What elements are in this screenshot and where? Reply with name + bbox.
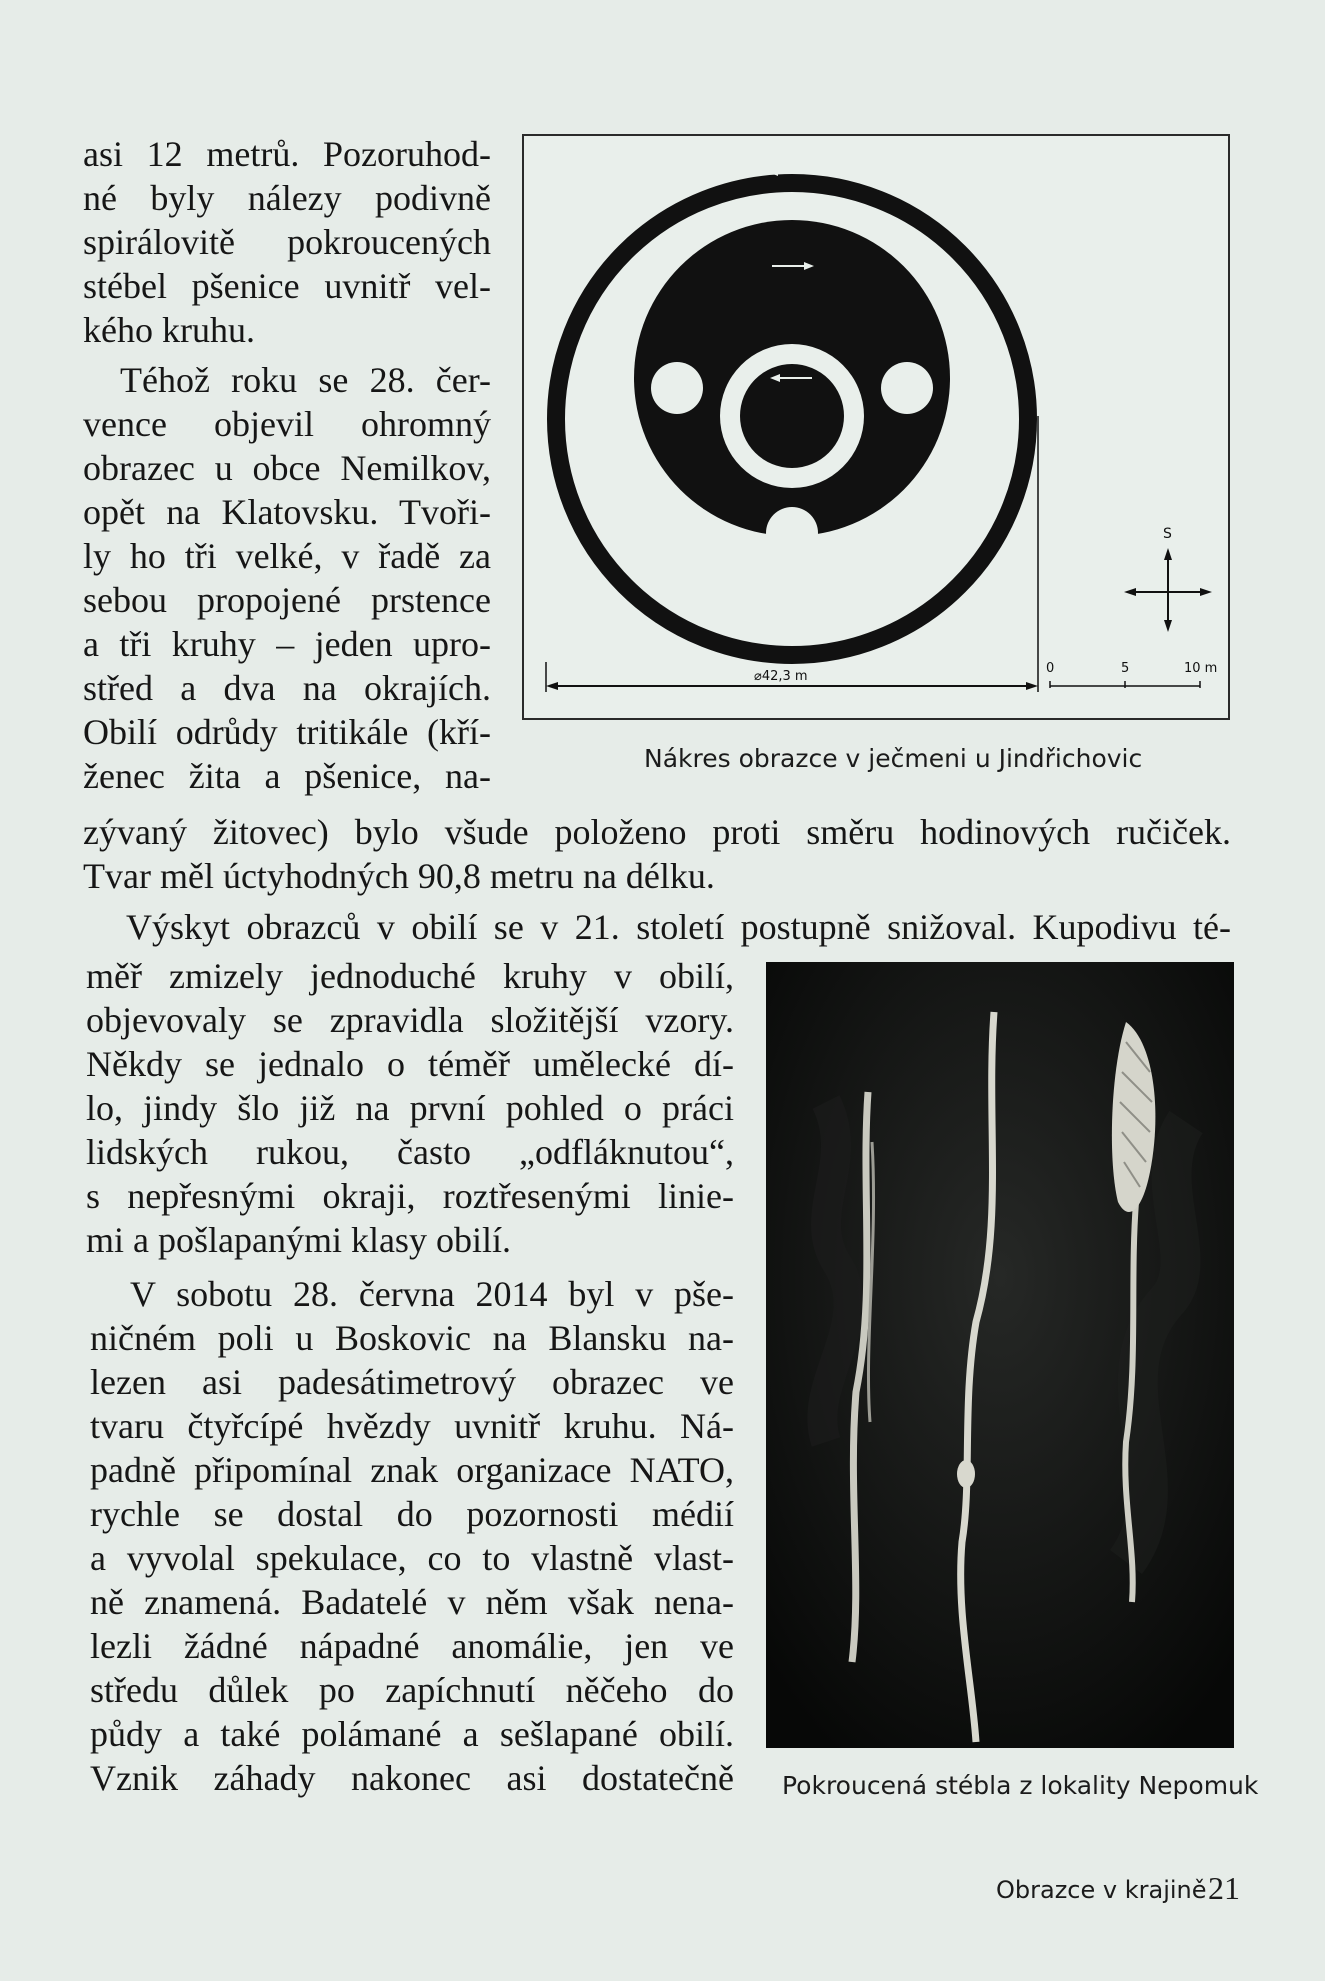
scale-label-0: 0: [1046, 661, 1055, 676]
text-line: s nepřesnými okraji, roztřesenými linie-: [86, 1176, 734, 1216]
text-line: asi 12 metrů. Pozoruhod-: [83, 134, 491, 174]
hole-bottom: [766, 507, 818, 559]
text-line: a vyvolal spekulace, co to vlastně vlast-: [90, 1538, 734, 1578]
text-line: lo, jindy šlo již na první pohled o práci: [86, 1088, 734, 1128]
text-line: lezli žádné nápadné anomálie, jen ve: [90, 1626, 734, 1666]
text-line: lezen asi padesátimetrový obrazec ve: [90, 1362, 734, 1402]
scale-label-5: 5: [1121, 661, 1130, 676]
text-line: lidských rukou, často „odfláknutou“,: [86, 1132, 734, 1172]
stalks-drawing: [766, 962, 1234, 1748]
text-line: měř zmizely jednoduché kruhy v obilí,: [86, 956, 734, 996]
hole-left: [651, 362, 703, 414]
figure-caption: Nákres obrazce v ječmeni u Jindřichovic: [644, 744, 1143, 773]
compass-icon: [1124, 548, 1212, 632]
stalks-photo: [766, 962, 1234, 1748]
hole-right: [881, 362, 933, 414]
diagram-drawing: [524, 136, 1228, 718]
text-line: ně znamená. Badatelé v něm však nena-: [90, 1582, 734, 1622]
text-line: objevovaly se zpravidla složitější vzory.: [86, 1000, 734, 1040]
text-line: rychle se dostal do pozornosti médií: [90, 1494, 734, 1534]
center-disc: [740, 364, 844, 468]
text-line: půdy a také polámané a sešlapané obilí.: [90, 1714, 734, 1754]
text-line: tvaru čtyřcípé hvězdy uvnitř kruhu. Ná-: [90, 1406, 734, 1446]
text-line: sebou propojené prstence: [83, 580, 491, 620]
text-line: Někdy se jednalo o téměř umělecké dí-: [86, 1044, 734, 1084]
text-line: spirálovitě pokroucených: [83, 222, 491, 262]
scale-bar: [1050, 681, 1200, 688]
scale-label-10: 10 m: [1184, 661, 1218, 676]
dimension-label: ⌀42,3 m: [754, 669, 808, 684]
text-line: ničném poli u Boskovic na Blansku na-: [90, 1318, 734, 1358]
text-line: opět na Klatovsku. Tvoři-: [83, 492, 491, 532]
text-line: Výskyt obrazců v obilí se v 21. století postupně snižoval. Kupodivu té-: [126, 907, 1231, 947]
text-line: zývaný žitovec) bylo všude položeno proti směru hodinových ručiček.: [83, 812, 1231, 852]
text-line: padně připomínal znak organizace NATO,: [90, 1450, 734, 1490]
footer-section-title: Obrazce v krajině: [996, 1876, 1207, 1904]
text-line: kého kruhu.: [83, 310, 255, 350]
text-line: Tvar měl úctyhodných 90,8 metru na délku.: [83, 856, 715, 896]
photo-caption: Pokroucená stébla z lokality Nepomuk: [782, 1771, 1259, 1800]
text-line: mi a pošlapanými klasy obilí.: [86, 1220, 511, 1260]
text-line: Obilí odrůdy tritikále (kří-: [83, 712, 491, 752]
text-line: obrazec u obce Nemilkov,: [83, 448, 491, 488]
text-line: Vznik záhady nakonec asi dostatečně: [90, 1758, 734, 1798]
page-number: 21: [1208, 1870, 1240, 1906]
text-line: středu důlek po zapíchnutí něčeho do: [90, 1670, 734, 1710]
text-line: V sobotu 28. června 2014 byl v pše-: [130, 1274, 734, 1314]
text-line: ly ho tři velké, v řadě za: [83, 536, 491, 576]
crop-circle-diagram: [522, 134, 1230, 720]
compass-label: S: [1163, 526, 1172, 542]
text-line: Téhož roku se 28. čer-: [120, 360, 491, 400]
text-line: ženec žita a pšenice, na-: [83, 756, 491, 796]
text-line: né byly nálezy podivně: [83, 178, 491, 218]
text-line: stébel pšenice uvnitř vel-: [83, 266, 491, 306]
text-line: a tři kruhy – jeden upro-: [83, 624, 491, 664]
text-line: vence objevil ohromný: [83, 404, 491, 444]
text-line: střed a dva na okrajích.: [83, 668, 491, 708]
